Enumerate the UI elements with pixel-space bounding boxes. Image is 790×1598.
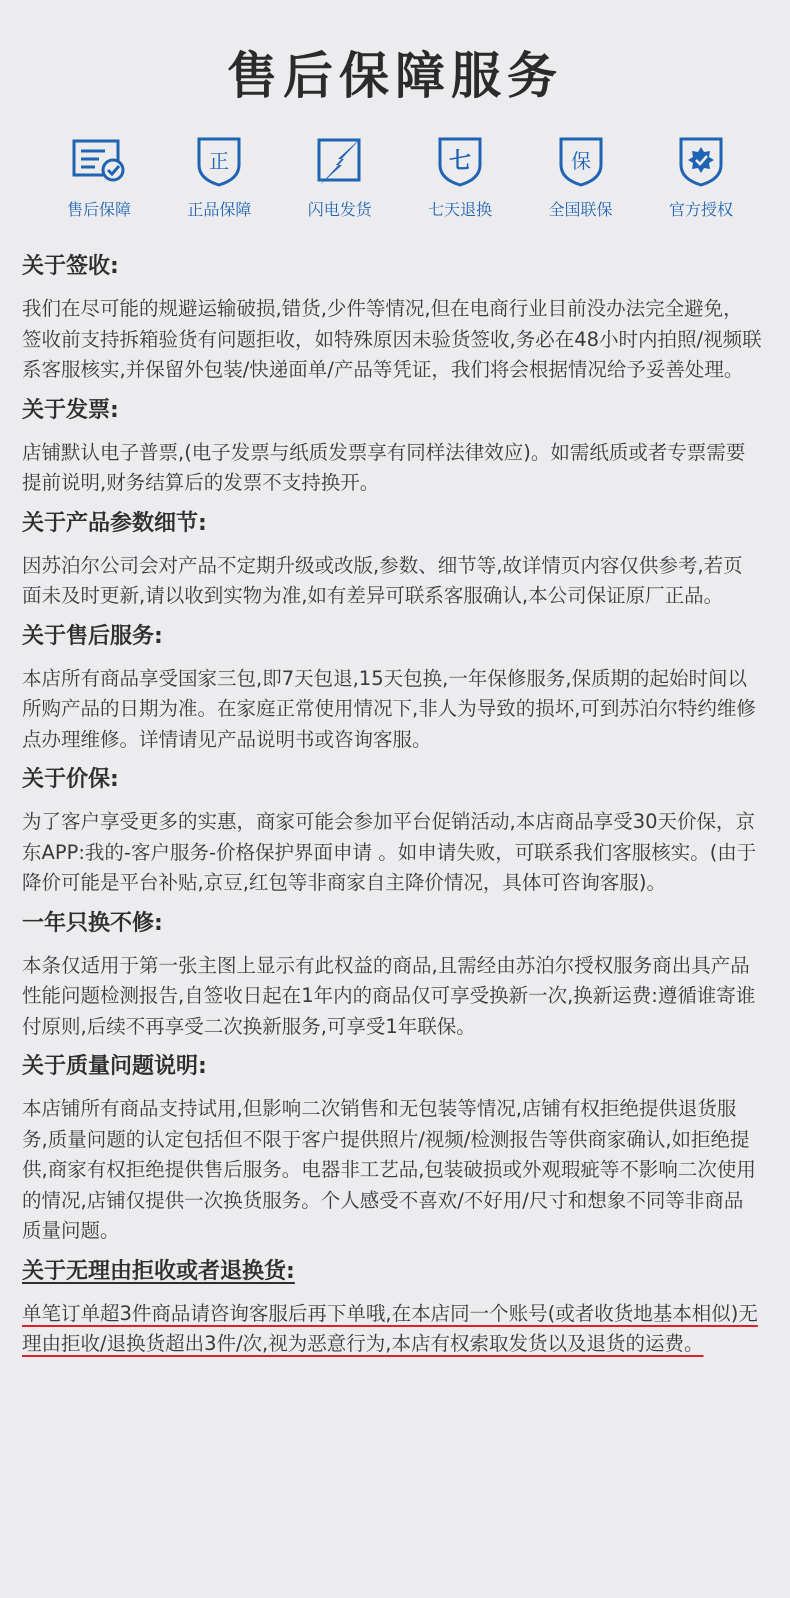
- section-title-invoice: 关于发票:: [22, 397, 119, 423]
- section-title-no-reason-return: 关于无理由拒收或者退换货:: [22, 1258, 295, 1284]
- service-item-official: [642, 133, 760, 220]
- certificate-check-icon: [40, 133, 158, 189]
- service-label: 闪电发货: [307, 200, 372, 219]
- service-item-after-sales: [40, 133, 158, 220]
- service-label: 全国联保: [548, 200, 613, 219]
- section-title-signing: 关于签收:: [22, 254, 119, 279]
- service-item-fast-shipping: [281, 133, 399, 220]
- seven-days-shield-icon: [401, 133, 519, 189]
- service-icons: [40, 133, 760, 220]
- section-body-after-sales: 本店所有商品享受国家三包,即7天包退,15天包换,一年保修服务,保质期的起始时间以所购产品的日期为准。在家庭正常使用情况下,非人为导致的损坏,可到苏泊尔特约维修点办理维修。详情请见产品说明书或咨询客服。: [22, 666, 756, 751]
- service-label: 官方授权: [668, 200, 733, 219]
- section-body-invoice: 店铺默认电子普票,(电子发票与纸质发票享有同样法律效应)。如需纸质或者专票需要提前说明,财务结算后的发票不支持换开。: [22, 440, 746, 494]
- section-title-product-details: 关于产品参数细节:: [22, 510, 207, 536]
- section-body-replace-only: 本条仅适用于第一张主图上显示有此权益的商品,且需经由苏泊尔授权服务商出具产品性能问题检测报告,自签收日起在1年内的商品仅可享受换新一次,换新运费:遵循谁寄谁付原则,后续不再享受二次换新服务,可享受1年联保。: [22, 953, 756, 1038]
- lightning-icon: [281, 133, 399, 189]
- section-body-price-protection: 为了客户享受更多的实惠，商家可能会参加平台促销活动,本店商品享受30天价保，京东APP:我的-客户服务-价格保护界面申请 。如申请失败，可联系我们客服核实。(由于降价可能是平台补贴,京豆,红包等非商家自主降价情况，具体可咨询客服)。: [22, 810, 757, 894]
- genuine-shield-icon: [160, 133, 278, 189]
- warranty-shield-icon: [522, 133, 640, 189]
- section-title-replace-only: 一年只换不修:: [22, 910, 163, 936]
- service-item-warranty: [522, 133, 640, 220]
- section-body-no-reason-return: [22, 1299, 762, 1360]
- svg-text:七: 七: [449, 149, 472, 174]
- section-body-signing: 我们在尽可能的规避运输破损,错货,少件等情况,但在电商行业目前没办法完全避免，签收前支持拆箱验货有问题拒收，如特殊原因未验货签收,务必在48小时内拍照/视频联系客服核实,并保留外包装/快递面单/产品等凭证，我们将会根据情况给予妥善处理。: [22, 297, 762, 381]
- official-badge-icon: [642, 133, 760, 189]
- section-body-product-details: 因苏泊尔公司会对产品不定期升级或改版,参数、细节等,故详情页内容仅供参考,若页面未及时更新,请以收到实物为准,如有差异可联系客服确认,本公司保证原厂正品。: [22, 553, 743, 607]
- service-item-genuine: [160, 133, 278, 220]
- section-title-after-sales: 关于售后服务:: [22, 623, 163, 649]
- section-body-quality-issues: 本店铺所有商品支持试用,但影响二次销售和无包装等情况,店铺有权拒绝提供退货服务,质量问题的认定包括但不限于客户提供照片/视频/检测报告等供商家确认,如拒绝提供,商家有权拒绝提供售后服务。电器非工艺品,包装破损或外观瑕疵等不影响二次使用的情况,店铺仅提供一次换货服务。个人感受不喜欢/不好用/尺寸和想象不同等非商品质量问题。: [22, 1097, 756, 1242]
- service-label: 七天退换: [428, 200, 493, 219]
- service-label: 售后保障: [66, 200, 131, 219]
- policy-content: [22, 252, 762, 1370]
- section-title-quality-issues: 关于质量问题说明:: [22, 1054, 207, 1079]
- page-title: 售后保障服务: [227, 47, 563, 105]
- service-item-seven-day-return: [401, 133, 519, 220]
- no-reason-return-text: 单笔订单超3件商品请咨询客服后再下单哦,在本店同一个账号(或者收货地基本相似)无理由拒收/退换货超出3件/次,视为恶意行为,本店有权索取发货以及退货的运费。: [22, 1301, 758, 1355]
- svg-text:正: 正: [209, 149, 230, 173]
- section-title-price-protection: 关于价保:: [22, 767, 119, 792]
- service-label: 正品保障: [187, 200, 252, 219]
- svg-text:保: 保: [570, 149, 591, 173]
